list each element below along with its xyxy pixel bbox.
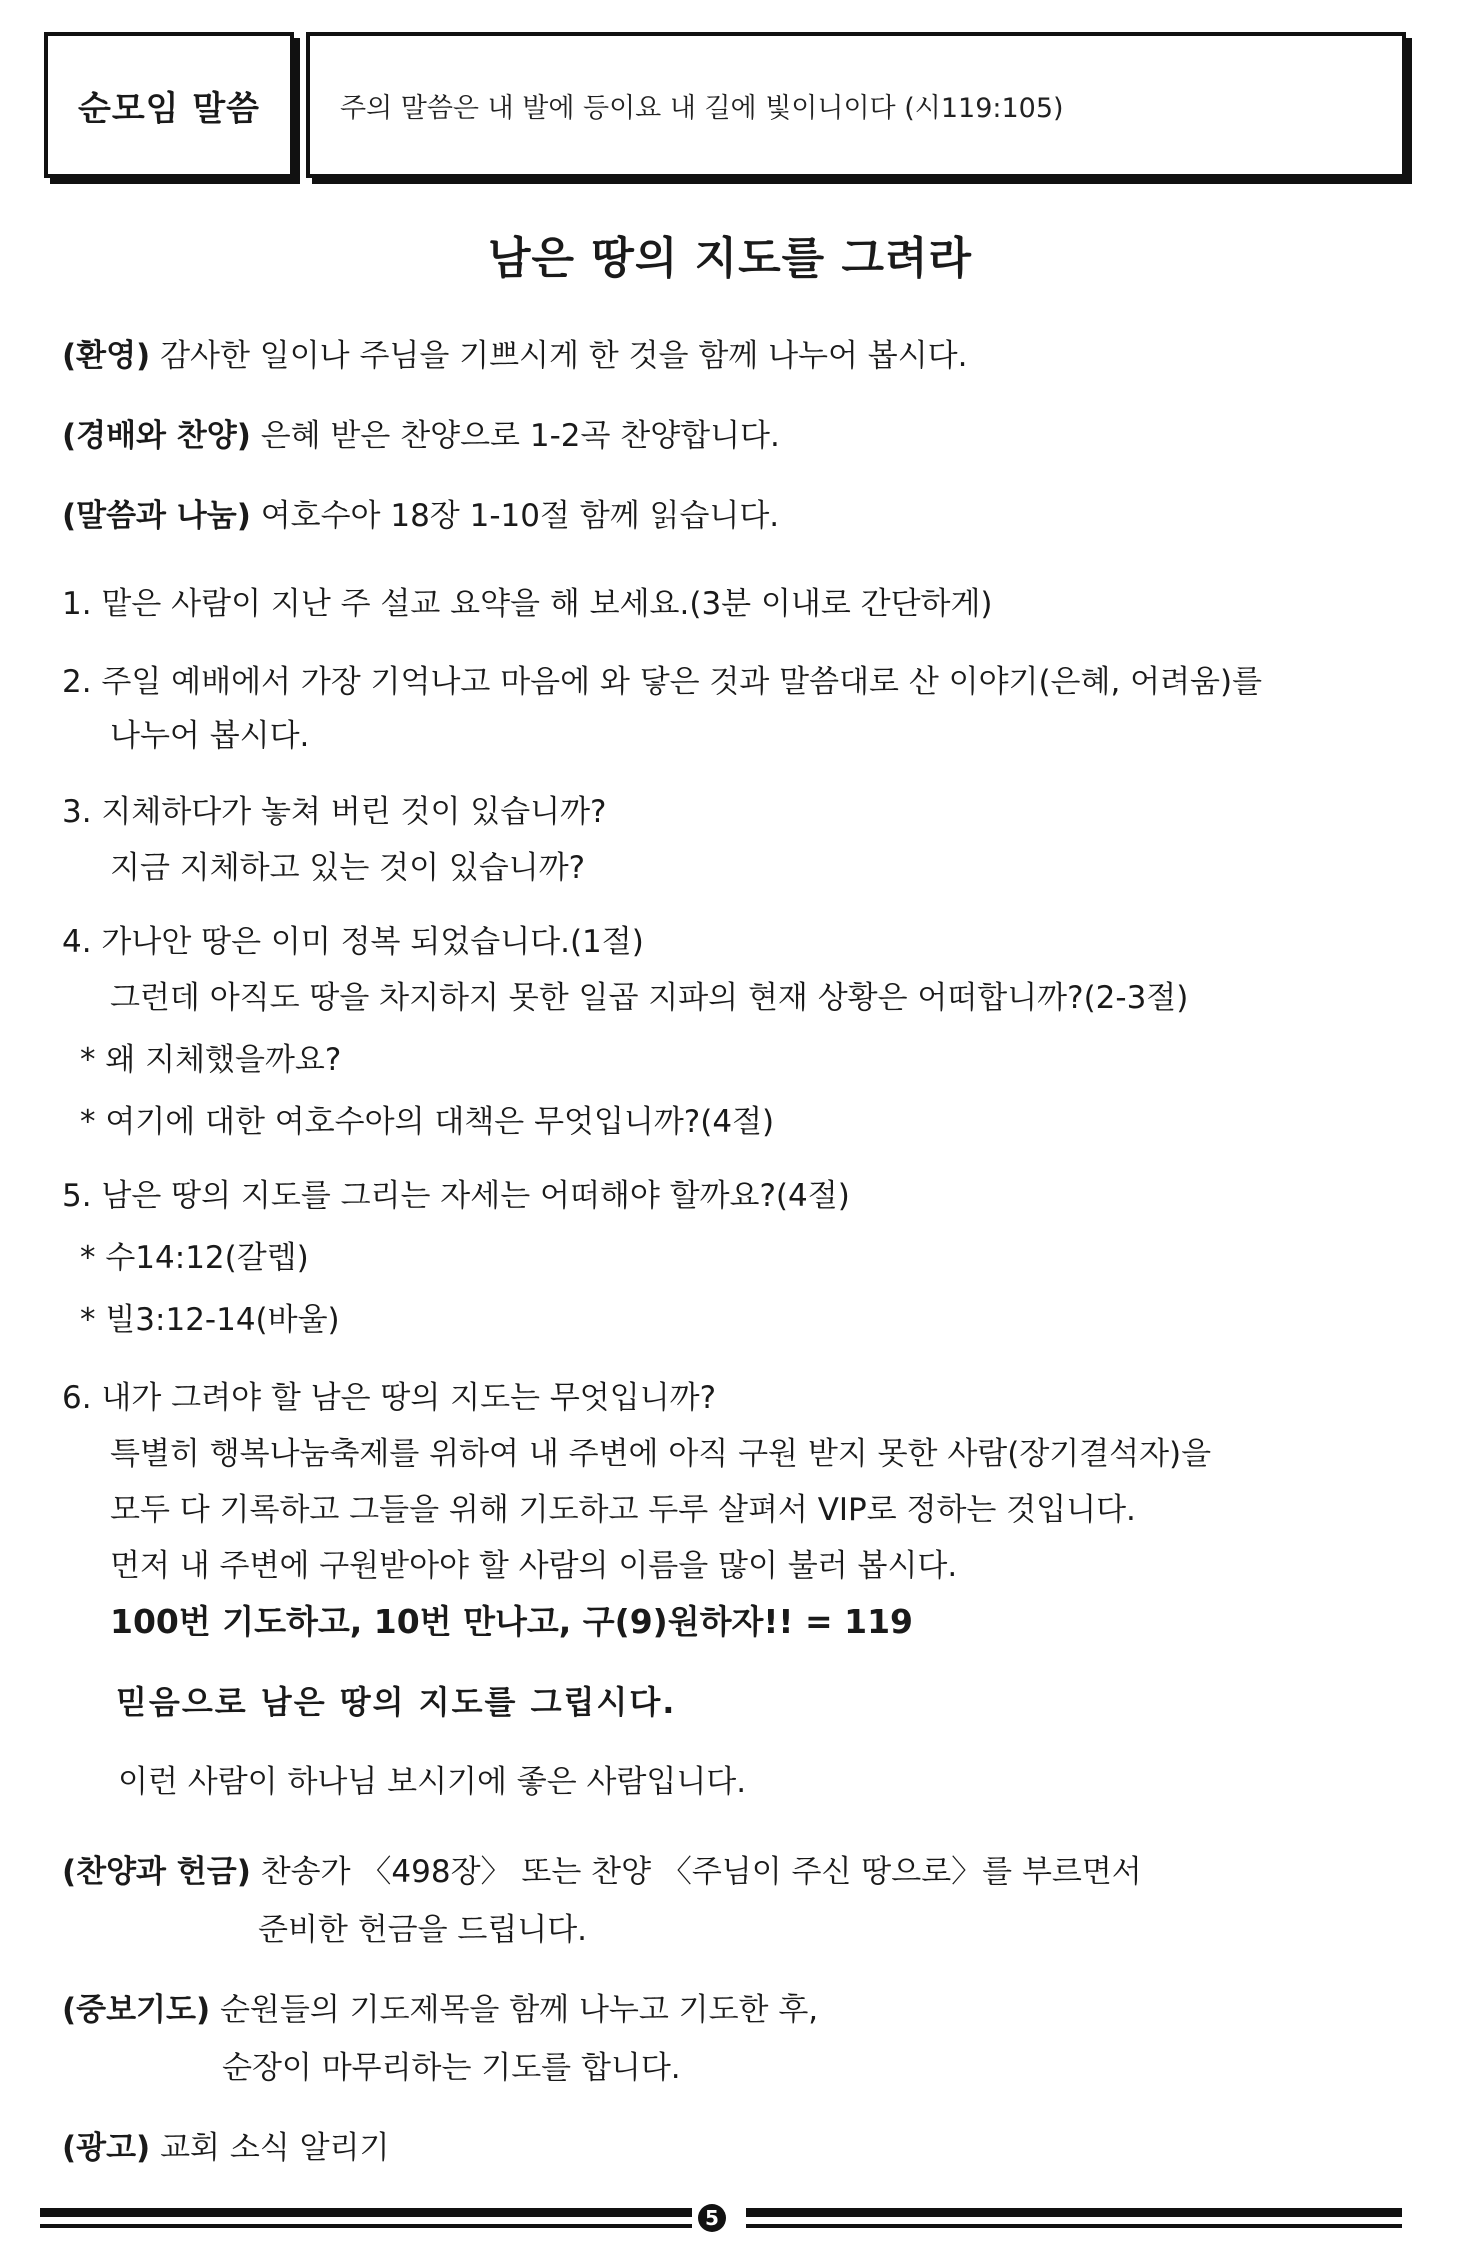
question-4-sub-1: * 왜 지체했을까요? [80,1042,342,1078]
question-5-sub-2: * 빌3:12-14(바울) [80,1302,340,1338]
question-6-slogan: 100번 기도하고, 10번 만나고, 구(9)원하자!! = 119 [110,1602,913,1641]
question-6-line-4: 먼저 내 주변에 구원받아야 할 사람의 이름을 많이 불러 봅시다. [110,1548,958,1584]
question-4: 4. 가나안 땅은 이미 정복 되었습니다.(1절) [62,924,644,960]
notice-label: (광고) [62,2130,151,2166]
offering-cont: 준비한 헌금을 드립니다. [258,1912,588,1948]
question-2: 2. 주일 예배에서 가장 기억나고 마음에 와 닿은 것과 말씀대로 산 이야기(은혜, 어려움)를 [62,664,1263,700]
page-title: 남은 땅의 지도를 그려라 [488,233,972,284]
prayer-label: (중보기도) [62,1992,211,2028]
question-3-cont: 지금 지체하고 있는 것이 있습니까? [110,850,586,886]
header-verse: 주의 말씀은 내 발에 등이요 내 길에 빛이니이다 (시119:105) [340,92,1064,124]
notice-line [62,2128,389,2168]
question-3: 3. 지체하다가 놓쳐 버린 것이 있습니까? [62,794,607,830]
offering-label: (찬양과 헌금) [62,1854,251,1890]
prayer-cont: 순장이 마무리하는 기도를 합니다. [222,2050,681,2086]
offering-line [62,1852,1142,1892]
question-1: 1. 맡은 사람이 지난 주 설교 요약을 해 보세요.(3분 이내로 간단하게) [62,586,993,622]
question-4-cont: 그런데 아직도 땅을 차지하지 못한 일곱 지파의 현재 상황은 어떠합니까?(2-3절) [110,980,1189,1016]
question-5: 5. 남은 땅의 지도를 그리는 자세는 어떠해야 할까요?(4절) [62,1178,850,1214]
word-text: 여호수아 18장 1-10절 함께 읽습니다. [250,498,780,534]
question-6-emphasis: 믿음으로 남은 땅의 지도를 그립시다. [116,1683,677,1721]
offering-text: 찬송가 〈498장〉 또는 찬양 〈주님이 주신 땅으로〉를 부르면서 [250,1854,1142,1890]
question-6-closing: 이런 사람이 하나님 보시기에 좋은 사람입니다. [118,1764,747,1800]
question-6-line-2: 특별히 행복나눔축제를 위하여 내 주변에 아직 구원 받지 못한 사람(장기결석자)을 [110,1436,1212,1472]
prayer-text: 순원들의 기도제목을 함께 나누고 기도한 후, [210,1992,819,2028]
worship-label: (경배와 찬양) [62,418,251,454]
question-2-cont: 나누어 봅시다. [110,718,310,754]
word-label: (말씀과 나눔) [62,498,251,534]
header-label: 순모임 말씀 [77,88,261,129]
worship-text: 은혜 받은 찬양으로 1-2곡 찬양합니다. [250,418,780,454]
welcome-label: (환영) [62,338,151,374]
question-6-line-3: 모두 다 기록하고 그들을 위해 기도하고 두루 살펴서 VIP로 정하는 것입니다. [110,1492,1136,1528]
welcome-line [62,336,967,376]
header-label-box [44,32,294,178]
notice-text: 교회 소식 알리기 [150,2130,390,2166]
welcome-text: 감사한 일이나 주님을 기쁘시게 한 것을 함께 나누어 봅시다. [150,338,968,374]
footer-rule-left [40,2208,692,2228]
question-4-sub-2: * 여기에 대한 여호수아의 대책은 무엇입니까?(4절) [80,1104,775,1140]
question-6: 6. 내가 그려야 할 남은 땅의 지도는 무엇입니까? [62,1380,717,1416]
header-verse-box [306,32,1406,178]
footer-rule-right [746,2208,1402,2228]
prayer-line [62,1990,818,2030]
worship-line [62,416,780,456]
page-number: 5 [698,2204,726,2232]
word-line [62,496,779,536]
question-5-sub-1: * 수14:12(갈렙) [80,1240,309,1276]
